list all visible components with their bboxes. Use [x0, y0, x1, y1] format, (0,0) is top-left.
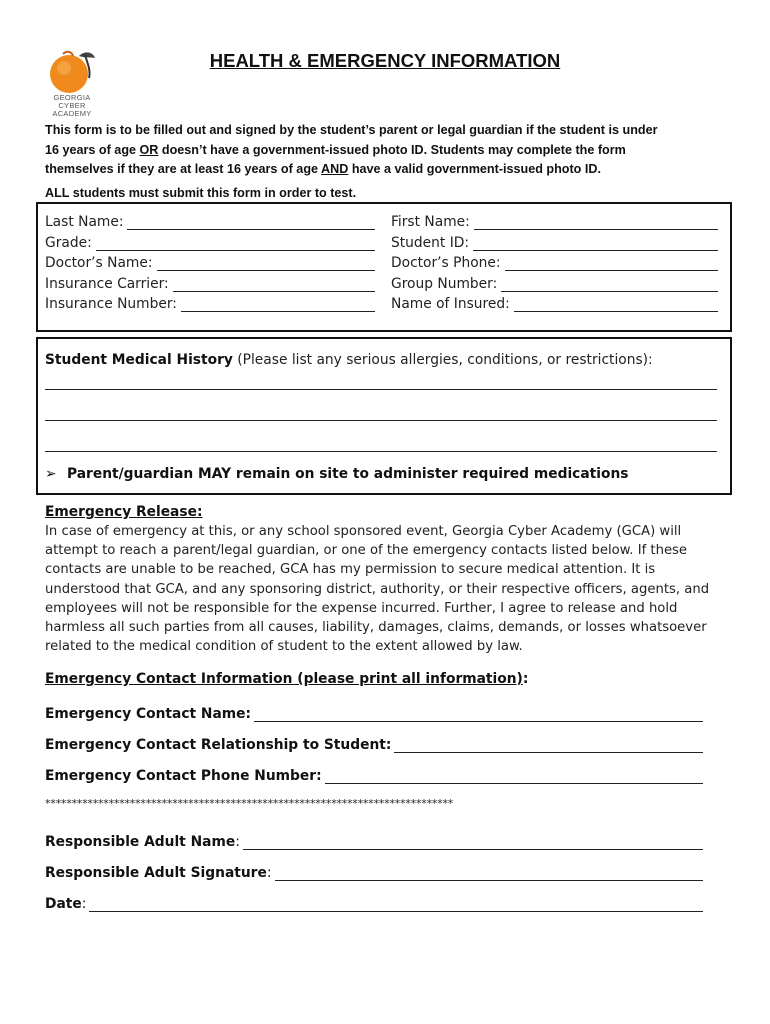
intro-text [45, 121, 735, 203]
student-id-field[interactable]: Student ID: [391, 232, 718, 251]
name-of-insured-field[interactable]: Name of Insured: [391, 293, 718, 312]
responsible-adult-name-field[interactable]: Responsible Adult Name: [45, 830, 703, 850]
emergency-contact-title: Emergency Contact Information (please print all information): [45, 671, 529, 687]
emergency-release-title: Emergency Release: [45, 504, 203, 520]
intro-line-1: This form is to be filled out and signed by the student’s parent or legal guardian if the student is under [45, 123, 658, 137]
doctor-phone-field[interactable]: Doctor’s Phone: [391, 252, 718, 271]
arrow-bullet-icon: ➢ [45, 466, 57, 482]
logo-text: GEORGIA CYBER ACADEMY [52, 93, 92, 118]
group-number-field[interactable]: Group Number: [391, 273, 718, 292]
intro-line-2: 16 years of age OR doesn’t have a government-issued photo ID. Students may complete the form [45, 142, 626, 157]
first-name-field[interactable]: First Name: [391, 211, 718, 230]
insurance-carrier-field[interactable]: Insurance Carrier: [45, 273, 375, 292]
medical-history-line-2[interactable] [45, 420, 717, 421]
insurance-number-field[interactable]: Insurance Number: [45, 293, 375, 312]
responsible-adult-signature-field[interactable]: Responsible Adult Signature: [45, 861, 703, 881]
medical-history-line-3[interactable] [45, 451, 717, 452]
emergency-release-text: In case of emergency at this, or any school sponsored event, Georgia Cyber Academy (GCA) will attempt to reach a parent/legal guardian, or one of the emergency contacts listed below. If these contacts are unable to be reached, GCA has my permission to secure medical attention. It is understood that GCA, and any sponsoring district, authority, or their respective officers, agents, and employees will not be responsible for the expense incurred. Further, I agree to release and hold harmless all such parties from all causes, liability, damages, claims, demands, or losses whatsoever related to the medical condition of student to the extent allowed by law. [45, 524, 710, 655]
medical-history-heading: Student Medical History (Please list any serious allergies, conditions, or restrictions): [45, 352, 653, 368]
intro-line-4: ALL students must submit this form in order to test. [45, 185, 357, 200]
medication-note: ➢ Parent/guardian MAY remain on site to administer required medications [45, 466, 629, 482]
grade-field[interactable]: Grade: [45, 232, 375, 251]
emergency-contact-phone-field[interactable]: Emergency Contact Phone Number: [45, 764, 703, 784]
separator: ***************************************************************************** [45, 797, 454, 810]
date-field[interactable]: Date: [45, 892, 703, 912]
page-title: HEALTH & EMERGENCY INFORMATION [209, 50, 561, 71]
emergency-contact-relationship-field[interactable]: Emergency Contact Relationship to Student: [45, 733, 703, 753]
last-name-field[interactable]: Last Name: [45, 211, 375, 230]
medical-history-line-1[interactable] [45, 389, 717, 390]
emergency-contact-name-field[interactable]: Emergency Contact Name: [45, 702, 703, 722]
doctor-name-field[interactable]: Doctor’s Name: [45, 252, 375, 271]
intro-line-3: themselves if they are at least 16 years of age AND have a valid government-issued photo ID. [45, 162, 601, 176]
